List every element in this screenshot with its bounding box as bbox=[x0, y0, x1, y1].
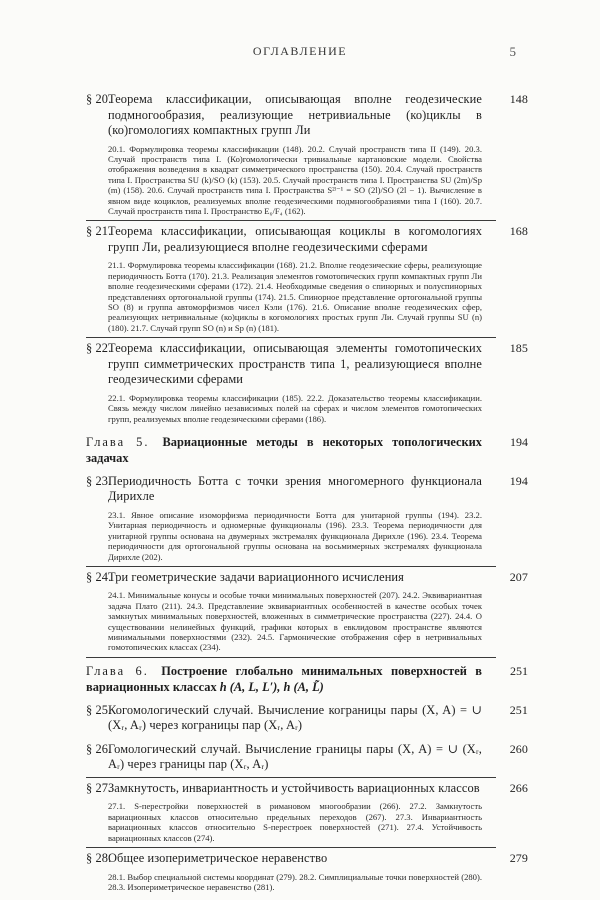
section-page: 185 bbox=[509, 341, 528, 356]
section-number: § 25. bbox=[86, 702, 112, 717]
section-title: Три геометрические задачи вариационного исчисления bbox=[108, 569, 404, 584]
section-number: § 27. bbox=[86, 780, 112, 795]
toc-section-25 bbox=[86, 702, 528, 734]
section-page: 260 bbox=[509, 741, 528, 756]
section-page: 207 bbox=[509, 569, 528, 584]
toc-chapter-6 bbox=[86, 663, 528, 695]
section-title: Общее изопериметрическое неравенство bbox=[108, 851, 328, 865]
section-page: 148 bbox=[509, 92, 528, 106]
chapter-page: 194 bbox=[510, 434, 528, 449]
section-title: Теорема классификации, описывающая коциклы в когомологиях групп Ли, реализующиеся вполне геодезическими сферами bbox=[108, 224, 482, 254]
section-number: § 28. bbox=[86, 851, 112, 865]
section-page: 266 bbox=[509, 780, 528, 795]
page-header bbox=[0, 44, 600, 64]
running-title: ОГЛАВЛЕНИЕ bbox=[252, 44, 348, 58]
section-number: § 26. bbox=[86, 741, 112, 756]
section-title: Гомологический случай. Вычисление границы пары (X, A) = ∪ (Xᵣ, Aᵣ) через границы пар (Xᵣ, Aᵣ) bbox=[108, 741, 482, 772]
toc-section-20 bbox=[86, 92, 528, 216]
subsection-list: 20.1. Формулировка теоремы классификации (148). 20.2. Случай пространств типа II (149). 20.3. Случай пространств типа I. (Ко)гомологически тривиальные картановские модели. Свойства отображения возведения в квадрат симметрического пространства (150). 20.4. Случай пространств типа I. Пространства SU (k)/SO (k) (153). 20.5. Случай пространств типа I. Пространства SU (2m)/Sp (m) (158). 20.6. Случай пространств типа I. Пространства S²ˡ⁻¹ = SO (2l)/SO (2l − 1). Вычисление в явном виде коциклов, реализуемых вполне геодезическими подмногообразиями типа I (160). 20.7. Случай пространств типа I. Пространство E₆/F₄ (162). bbox=[108, 143, 482, 216]
toc-section-24 bbox=[86, 569, 528, 653]
section-title: Периодичность Ботта с точки зрения многомерного функционала Дирихле bbox=[108, 473, 482, 504]
chapter-formula: h (A, L, L′), h (A, L̃) bbox=[219, 679, 324, 694]
chapter-label: Глава 6. bbox=[86, 663, 149, 678]
divider bbox=[86, 566, 496, 567]
section-title: Замкнутость, инвариантность и устойчивость вариационных классов bbox=[108, 780, 480, 795]
section-title: Когомологический случай. Вычисление кограницы пары (X, A) = ∪ (Xᵣ, Aᵣ) через кограницы пар (Xᵣ, Aᵣ) bbox=[108, 702, 482, 733]
subsection-list: 23.1. Явное описание изоморфизма периодичности Ботта для унитарной группы (194). 23.2. Унитарная периодичность и одномерные функционалы (196). 23.3. Теорема периодичности для унитарной группы основана на двумерных экстремалях функционала Дирихле (196). 23.4. Теорема периодичности для ортогональной группы основана на восьмимерных экстремалях функционала Дирихле (202). bbox=[108, 509, 482, 562]
section-page: 251 bbox=[509, 702, 528, 717]
section-page: 279 bbox=[509, 851, 528, 865]
chapter-label: Глава 5. bbox=[86, 434, 150, 449]
section-title: Теорема классификации, описывающая элементы гомотопических групп симметрических пространств типа 1, реализующиеся вполне геодезическими сферами bbox=[108, 341, 482, 387]
divider bbox=[86, 337, 496, 338]
section-page: 194 bbox=[509, 473, 528, 488]
divider bbox=[86, 847, 496, 848]
toc-section-22 bbox=[86, 341, 528, 424]
divider bbox=[86, 777, 496, 778]
subsection-list: 24.1. Минимальные конусы и особые точки минимальных поверхностей (207). 24.2. Эквивариантная задача Плато (211). 24.3. Представление эквивариантных особенностей в качестве особых точек замкнутых минимальных поверхностей, вложенных в симметрические пространства (227). 24.4. О существовании нелинейных функций, графики которых в евклидовом пространстве являются минимальными поверхностями (232). 24.5. Гармонические отображения сфер в нетривиальных гомотопических классах (234). bbox=[108, 590, 482, 653]
subsection-list: 28.1. Выбор специальной системы координат (279). 28.2. Симплициальные точки поверхностей (280). 28.3. Изопериметрическое неравенство (281). bbox=[108, 871, 482, 892]
section-title: Теорема классификации, описывающая вполне геодезические подмногообразия, реализующие нетривиальные (ко)циклы в (ко)гомологиях компактных групп Ли bbox=[108, 92, 482, 137]
section-number: § 21. bbox=[86, 224, 112, 239]
divider bbox=[86, 657, 496, 658]
toc-section-26 bbox=[86, 741, 528, 773]
divider bbox=[86, 220, 496, 221]
subsection-list: 27.1. S-перестройки поверхностей в римановом многообразии (266). 27.2. Замкнутость вариационных классов относительно предельных переходов (267). 27.3. Инвариантность вариационных классов относительно S-перестроек поверхностей (271). 27.4. Устойчивость вариационных классов (274). bbox=[108, 801, 482, 843]
toc-section-28 bbox=[86, 851, 528, 892]
section-number: § 20. bbox=[86, 92, 112, 106]
table-of-contents bbox=[86, 92, 528, 900]
chapter-title: Построение глобально минимальных поверхностей в вариационных классах bbox=[86, 663, 482, 694]
toc-chapter-5 bbox=[86, 434, 528, 466]
chapter-title: Вариационные методы в некоторых топологических задачах bbox=[86, 434, 482, 465]
toc-section-23 bbox=[86, 473, 528, 562]
section-number: § 24. bbox=[86, 569, 112, 584]
page-number: 5 bbox=[509, 44, 516, 59]
subsection-list: 21.1. Формулировка теоремы классификации (168). 21.2. Вполне геодезические сферы, реализующие периодичность Ботта (170). 21.3. Реализация элементов гомотопических групп компактных групп Ли вполне геодезическими сферами (172). 21.4. Необходимые сведения о спинорных и полуспинорных представлениях ортогональной группы (174). 21.5. Спинорное представление ортогональной группы SO (8) и группа автоморфизмов чисел Кэли (176). 21.6. Описание вполне геодезических сфер, реализующих нетривиальные (ко)циклы в когомологиях простых групп Ли. Случай группы SU (n) (180). 21.7. Случай групп SO (n) и Sp (n) (181). bbox=[108, 260, 482, 333]
section-page: 168 bbox=[509, 224, 528, 239]
toc-section-21 bbox=[86, 224, 528, 333]
section-number: § 23. bbox=[86, 473, 112, 488]
subsection-list: 22.1. Формулировка теоремы классификации (185). 22.2. Доказательство теоремы классификации. Связь между числом линейно независимых полей на сферах и числом элементов гомотопических групп, реализуемых вполне геодезическими сферами (186). bbox=[108, 392, 482, 424]
toc-section-27 bbox=[86, 780, 528, 843]
section-number: § 22. bbox=[86, 341, 112, 356]
chapter-page: 251 bbox=[510, 663, 528, 678]
